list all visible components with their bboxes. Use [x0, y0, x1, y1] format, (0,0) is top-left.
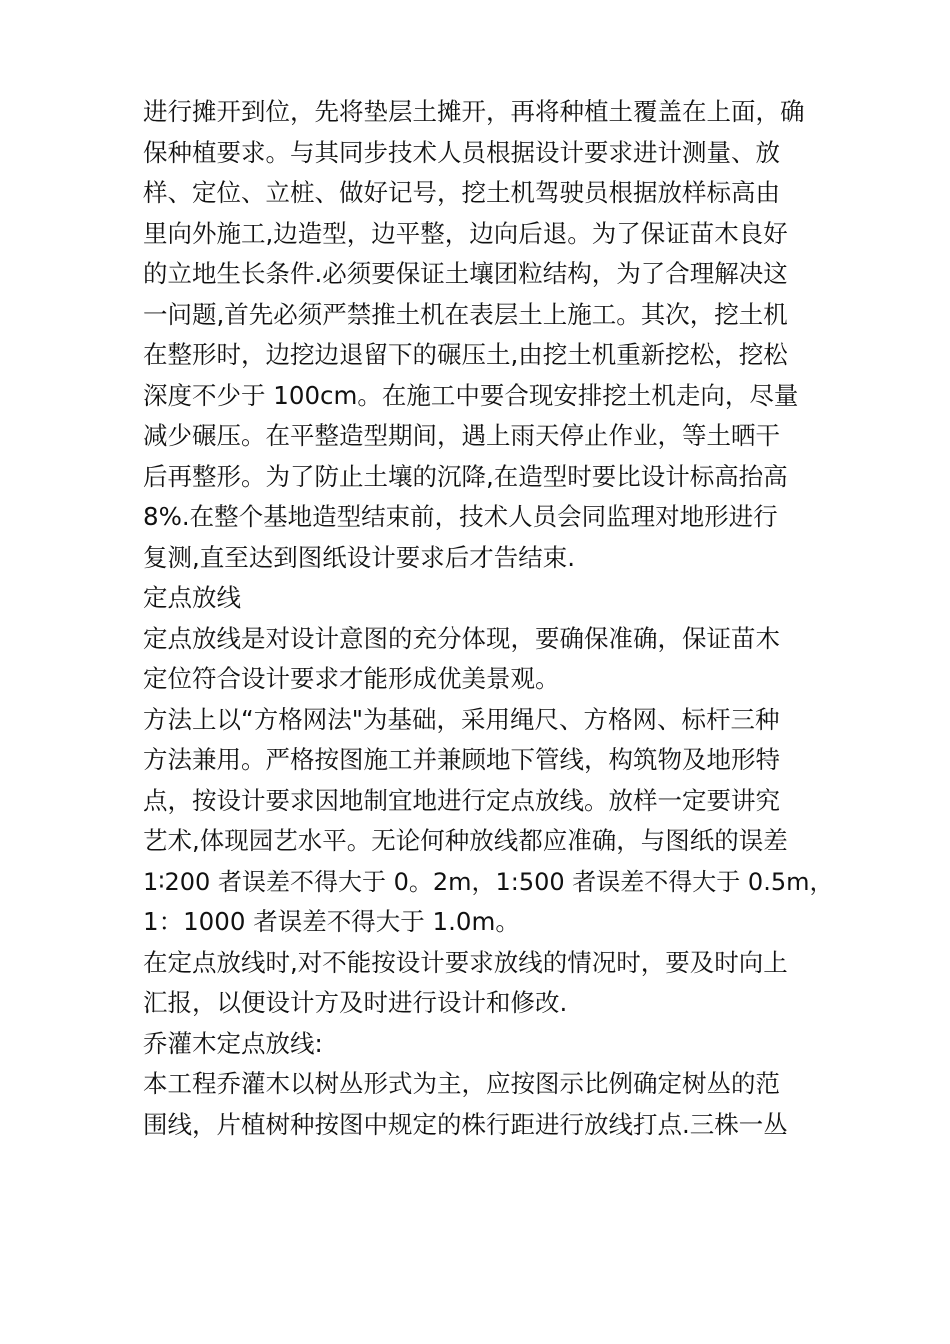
text-line: 定点放线是对设计意图的充分体现，要确保准确，保证苗木: [143, 623, 780, 653]
section-heading: 定点放线: [143, 583, 241, 612]
text-line: 8%.在整个基地造型结束前，技术人员会同监理对地形进行: [143, 502, 778, 531]
section-heading: 乔灌木定点放线:: [143, 1028, 323, 1058]
text-line: 1∶200 者误差不得大于 0。2m，1:500 者误差不得大于 0.5m，: [143, 867, 834, 896]
text-line: 样、定位、立桩、做好记号，挖土机驾驶员根据放样标高由: [143, 178, 780, 207]
text-line: 方法上以“方格网法"为基础，采用绳尺、方格网、标杆三种: [143, 704, 780, 734]
text-line: 本工程乔灌木以树丛形式为主，应按图示比例确定树丛的范: [143, 1069, 780, 1098]
text-line: 里向外施工,边造型，边平整，边向后退。为了保证苗木良好: [143, 218, 788, 248]
text-line: 围线，片植树种按图中规定的株行距进行放线打点.三株一丛: [143, 1109, 788, 1139]
text-line: 定位符合设计要求才能形成优美景观。: [143, 664, 560, 693]
text-line: 的立地生长条件.必须要保证土壤团粒结构，为了合理解决这: [143, 259, 788, 288]
text-line: 在定点放线时,对不能按设计要求放线的情况时，要及时向上: [143, 947, 788, 977]
text-line: 点，按设计要求因地制宜地进行定点放线。放样一定要讲究: [143, 785, 780, 815]
text-line: 减少碾压。在平整造型期间，遇上雨天停止作业，等土晒干: [143, 421, 780, 450]
text-line: 深度不少于 100cm。在施工中要合现安排挖土机走向，尽量: [143, 380, 799, 410]
text-line: 后再整形。为了防止土壤的沉降,在造型时要比设计标高抬高: [143, 461, 788, 491]
text-line: 一问题,首先必须严禁推土机在表层土上施工。其次，挖土机: [143, 299, 788, 329]
text-line: 复测,直至达到图纸设计要求后才告结束.: [143, 542, 576, 572]
text-line: 在整形时，边挖边退留下的碾压土,由挖土机重新挖松，挖松: [143, 340, 788, 369]
text-line: 进行摊开到位，先将垫层土摊开，再将种植土覆盖在上面，确: [143, 97, 805, 126]
text-line: 方法兼用。严格按图施工并兼顾地下管线，构筑物及地形特: [143, 745, 780, 774]
body-text: [143, 92, 834, 1145]
text-line: 汇报，以便设计方及时进行设计和修改.: [143, 988, 568, 1017]
text-line: 1：1000 者误差不得大于 1.0m。: [143, 907, 520, 936]
text-line: 保种植要求。与其同步技术人员根据设计要求进计测量、放: [143, 137, 780, 167]
text-line: 艺术,体现园艺水平。无论何种放线都应准确，与图纸的误差: [143, 826, 788, 855]
